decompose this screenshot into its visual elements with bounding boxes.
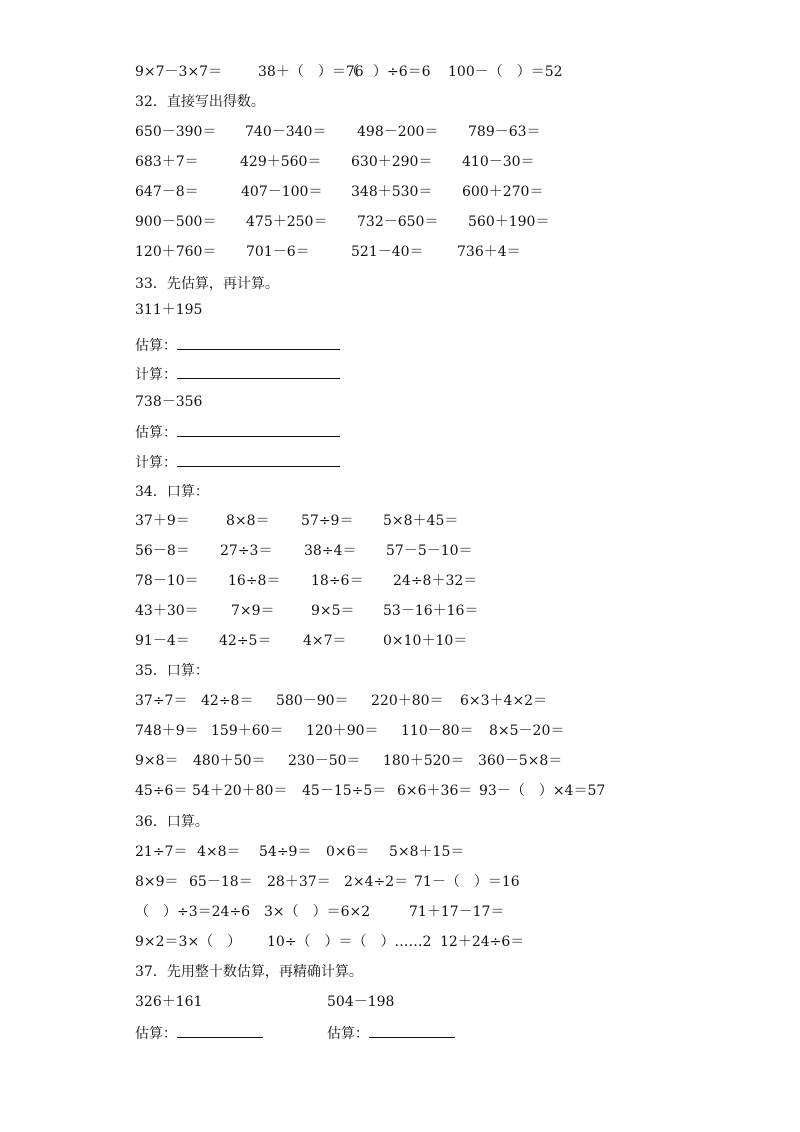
q32-item: 410－30＝ bbox=[462, 154, 535, 170]
q35-item: 37÷7＝ bbox=[135, 693, 188, 709]
q36-item: 0×6＝ bbox=[326, 844, 370, 860]
q36-item: 8×9＝ bbox=[135, 874, 179, 890]
q34-item: 38÷4＝ bbox=[304, 543, 357, 559]
q35-item: 6×6＋36＝ bbox=[397, 783, 473, 799]
q34-item: 4×7＝ bbox=[303, 633, 347, 649]
q36-item: 28＋37＝ bbox=[267, 874, 331, 890]
q32-item: 348＋530＝ bbox=[351, 184, 433, 200]
top-item-1: 9×7－3×7＝ bbox=[135, 64, 223, 80]
q34-item: 91－4＝ bbox=[135, 633, 190, 649]
q35-item: 220＋80＝ bbox=[371, 693, 444, 709]
q32-item: 736＋4＝ bbox=[457, 244, 521, 260]
q32-item: 900－500＝ bbox=[135, 214, 217, 230]
q36-item: 4×8＝ bbox=[197, 844, 241, 860]
q37-expression-2: 504－198 bbox=[327, 994, 395, 1010]
q36-item: 71＋17－17＝ bbox=[409, 904, 505, 920]
q35-item: 360－5×8＝ bbox=[478, 753, 563, 769]
q35-item: 9×8＝ bbox=[135, 753, 179, 769]
q33-estimate-row-1 bbox=[135, 337, 340, 354]
q36-item: 10÷（ ）＝（ ）……2 bbox=[267, 934, 432, 950]
q36-item: （ ）÷3＝24÷6 bbox=[135, 904, 251, 920]
q32-item: 732－650＝ bbox=[357, 214, 439, 230]
estimate-answer-blank[interactable] bbox=[177, 1025, 263, 1038]
q34-item: 56－8＝ bbox=[135, 543, 190, 559]
compute-label: 计算： bbox=[135, 455, 177, 471]
q37-estimate-row-2 bbox=[327, 1025, 455, 1042]
estimate-label: 估算： bbox=[135, 425, 177, 441]
q35-item: 230－50＝ bbox=[288, 753, 361, 769]
q34-item: 53－16＋16＝ bbox=[383, 603, 479, 619]
compute-answer-blank[interactable] bbox=[177, 366, 340, 379]
estimate-answer-blank[interactable] bbox=[177, 424, 340, 437]
q36-item: 65－18＝ bbox=[189, 874, 253, 890]
top-item-2: 38＋（ ）＝76 bbox=[258, 64, 364, 80]
q34-item: 24÷8＋32＝ bbox=[393, 573, 478, 589]
q34-item: 43＋30＝ bbox=[135, 603, 199, 619]
q35-item: 180＋520＝ bbox=[383, 753, 465, 769]
q32-item: 407－100＝ bbox=[241, 184, 323, 200]
q34-item: 7×9＝ bbox=[231, 603, 275, 619]
q32-item: 647－8＝ bbox=[135, 184, 199, 200]
q35-item: 45－15÷5＝ bbox=[302, 783, 387, 799]
q33-expression-1: 311＋195 bbox=[135, 302, 203, 318]
q32-item: 475＋250＝ bbox=[246, 214, 328, 230]
q36-item: 5×8＋15＝ bbox=[389, 844, 465, 860]
q35-item: 110－80＝ bbox=[401, 723, 474, 739]
top-item-4: 100－（ ）＝52 bbox=[448, 64, 563, 80]
q32-item: 701－6＝ bbox=[246, 244, 310, 260]
compute-label: 计算： bbox=[135, 367, 177, 383]
q36-item: 12＋24÷6＝ bbox=[440, 934, 525, 950]
q34-item: 5×8＋45＝ bbox=[383, 513, 459, 529]
estimate-label: 估算： bbox=[327, 1026, 369, 1042]
q33-estimate-row-2 bbox=[135, 424, 340, 441]
q32-item: 789－63＝ bbox=[468, 124, 541, 140]
estimate-answer-blank[interactable] bbox=[177, 337, 340, 350]
q35-item: 42÷8＝ bbox=[201, 693, 254, 709]
q32-item: 630＋290＝ bbox=[351, 154, 433, 170]
q35-item: 8×5－20＝ bbox=[489, 723, 565, 739]
q37-estimate-row-1 bbox=[135, 1025, 263, 1042]
q33-compute-row-1 bbox=[135, 366, 340, 383]
q37-expression-1: 326＋161 bbox=[135, 994, 203, 1010]
q32-item: 740－340＝ bbox=[245, 124, 327, 140]
q34-item: 57÷9＝ bbox=[301, 513, 354, 529]
q35-item: 45÷6＝ bbox=[135, 783, 188, 799]
q32-item: 600＋270＝ bbox=[462, 184, 544, 200]
q36-item: 9×2＝3×（ ） bbox=[135, 934, 242, 950]
q32-item: 650－390＝ bbox=[135, 124, 217, 140]
q35-item: 93－（ ）×4＝57 bbox=[479, 783, 606, 799]
q36-item: 21÷7＝ bbox=[135, 844, 188, 860]
q34-item: 37＋9＝ bbox=[135, 513, 190, 529]
q34-item: 27÷3＝ bbox=[220, 543, 273, 559]
q33-compute-row-2 bbox=[135, 454, 340, 471]
q34-title: 34．口算： bbox=[135, 484, 209, 500]
estimate-label: 估算： bbox=[135, 1026, 177, 1042]
q35-item: 159＋60＝ bbox=[211, 723, 284, 739]
q34-item: 0×10＋10＝ bbox=[383, 633, 468, 649]
q35-item: 580－90＝ bbox=[276, 693, 349, 709]
q32-item: 429＋560＝ bbox=[240, 154, 322, 170]
q36-item: 54÷9＝ bbox=[259, 844, 312, 860]
q35-item: 120＋90＝ bbox=[306, 723, 379, 739]
q35-title: 35．口算： bbox=[135, 663, 209, 679]
q34-item: 57－5－10＝ bbox=[386, 543, 473, 559]
q37-title: 37．先用整十数估算，再精确计算。 bbox=[135, 964, 363, 980]
q34-item: 16÷8＝ bbox=[228, 573, 281, 589]
top-item-3: （ ）÷6＝6 bbox=[345, 64, 431, 80]
q32-item: 683＋7＝ bbox=[135, 154, 199, 170]
q32-item: 498－200＝ bbox=[357, 124, 439, 140]
q36-item: 3×（ ）＝6×2 bbox=[264, 904, 371, 920]
q32-item: 521－40＝ bbox=[351, 244, 424, 260]
q35-item: 480＋50＝ bbox=[193, 753, 266, 769]
q35-item: 748＋9＝ bbox=[135, 723, 199, 739]
q32-item: 560＋190＝ bbox=[468, 214, 550, 230]
q34-item: 42÷5＝ bbox=[219, 633, 272, 649]
q32-title: 32．直接写出得数。 bbox=[135, 94, 265, 110]
q33-title: 33．先估算，再计算。 bbox=[135, 276, 279, 292]
q35-item: 6×3＋4×2＝ bbox=[460, 693, 548, 709]
q36-title: 36．口算。 bbox=[135, 814, 209, 830]
q34-item: 9×5＝ bbox=[311, 603, 355, 619]
q34-item: 18÷6＝ bbox=[311, 573, 364, 589]
q34-item: 8×8＝ bbox=[226, 513, 270, 529]
q36-item: 71－（ ）＝16 bbox=[414, 874, 520, 890]
q36-item: 2×4÷2＝ bbox=[344, 874, 409, 890]
q32-item: 120＋760＝ bbox=[135, 244, 217, 260]
estimate-label: 估算： bbox=[135, 338, 177, 354]
q33-expression-2: 738－356 bbox=[135, 394, 203, 410]
compute-answer-blank[interactable] bbox=[177, 454, 340, 467]
estimate-answer-blank[interactable] bbox=[369, 1025, 455, 1038]
q34-item: 78－10＝ bbox=[135, 573, 199, 589]
q35-item: 54＋20＋80＝ bbox=[192, 783, 288, 799]
